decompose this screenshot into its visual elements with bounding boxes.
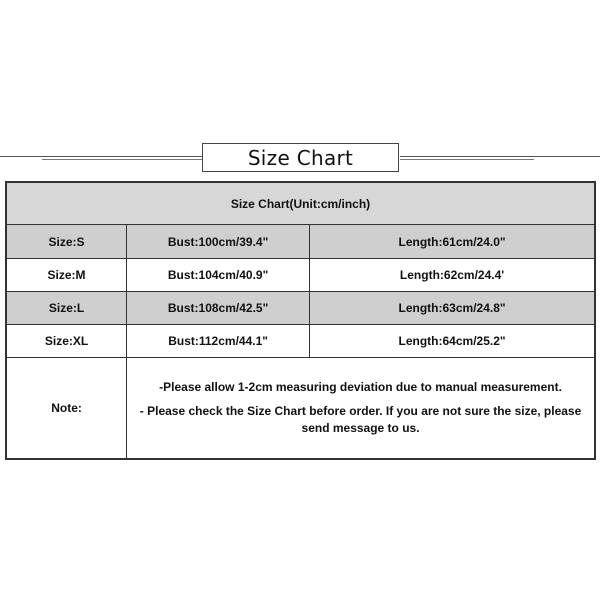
length-cell: Length:64cm/25.2" [310,325,595,358]
heading-rule-right [400,156,600,157]
length-cell: Length:63cm/24.8" [310,292,595,325]
bust-cell: Bust:112cm/44.1" [127,325,310,358]
size-cell: Size:L [6,292,127,325]
table-row [6,325,595,358]
size-cell: Size:M [6,259,127,292]
note-line-check-chart: - Please check the Size Chart before order. If you are not sure the size, please send message to us. [139,404,582,435]
bust-cell: Bust:100cm/39.4" [127,225,310,259]
heading-rule-right-lower [400,159,534,160]
note-row [6,358,595,460]
heading-rule-left [0,156,202,157]
note-line-deviation: -Please allow 1-2cm measuring deviation due to manual measurement. [159,380,562,394]
table-row [6,292,595,325]
heading-rule-left-lower [42,159,202,160]
size-cell: Size:S [6,225,127,259]
table-caption: Size Chart(Unit:cm/inch) [6,182,595,225]
page-title: Size Chart [247,146,354,170]
size-table [5,181,596,460]
size-cell: Size:XL [6,325,127,358]
table-caption-row [6,182,595,225]
length-cell: Length:62cm/24.4' [310,259,595,292]
note-content [127,358,595,460]
table-row [6,225,595,259]
bust-cell: Bust:108cm/42.5" [127,292,310,325]
length-cell: Length:61cm/24.0" [310,225,595,259]
table-row [6,259,595,292]
heading-box [202,143,399,172]
note-label: Note: [6,358,127,460]
bust-cell: Bust:104cm/40.9" [127,259,310,292]
